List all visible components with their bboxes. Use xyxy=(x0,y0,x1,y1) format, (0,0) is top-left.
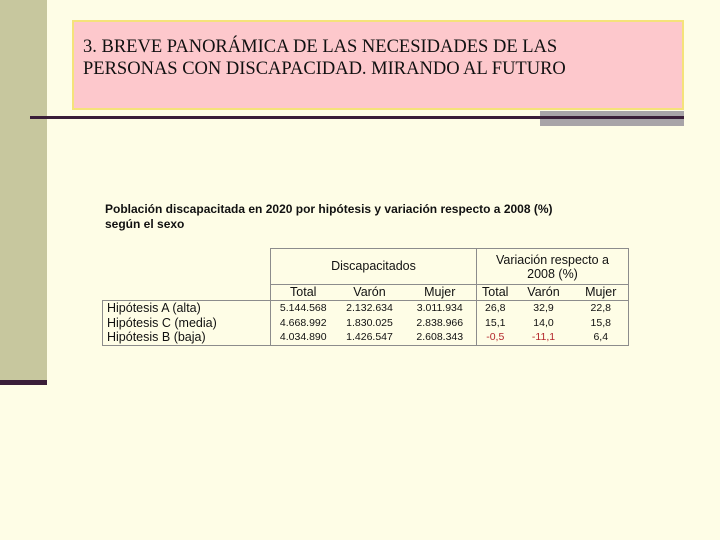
slide-title-box xyxy=(72,20,684,110)
cell-var-varon: 32,9 xyxy=(514,301,574,316)
header-variacion: Variación respecto a 2008 (%) xyxy=(477,249,629,285)
table-corner-cell xyxy=(103,249,271,285)
cell-varon: 1.830.025 xyxy=(346,316,393,329)
disability-table xyxy=(102,248,629,346)
subheader-var-varon: Varón xyxy=(514,285,574,301)
subheader-var-total: Total xyxy=(477,285,514,301)
row-label: Hipótesis A (alta) xyxy=(103,301,271,316)
cell-total: 5.144.568 xyxy=(271,301,336,316)
cell-var-varon: -11,1 xyxy=(514,331,574,346)
cell-total: 4.668.992 xyxy=(271,316,336,331)
cell-var-mujer: 6,4 xyxy=(574,331,629,346)
subheader-varon: Varón xyxy=(336,285,404,301)
slide-title: 3. BREVE PANORÁMICA DE LAS NECESIDADES DE LAS PERSONAS CON DISCAPACIDAD. MIRANDO AL FUTURO xyxy=(83,37,566,79)
subheader-mujer: Mujer xyxy=(404,285,477,301)
subheader-var-mujer: Mujer xyxy=(574,285,629,301)
cell-varon: 1.426.547 xyxy=(336,331,404,346)
cell-var-varon: 14,0 xyxy=(533,316,554,329)
cell-var-total: -0,5 xyxy=(477,331,514,346)
cell-varon: 2.132.634 xyxy=(336,301,404,316)
cell-mujer: 3.011.934 xyxy=(404,301,477,316)
cell-var-mujer: 15,8 xyxy=(574,316,629,331)
table-caption: Población discapacitada en 2020 por hipótesis y variación respecto a 2008 (%) según el sexo xyxy=(105,202,553,231)
table-corner-cell-2 xyxy=(103,285,271,301)
cell-var-mujer: 22,8 xyxy=(574,301,629,316)
table-row xyxy=(103,331,629,346)
table-row xyxy=(103,316,629,331)
subheader-total: Total xyxy=(271,285,336,301)
cell-var-total: 26,8 xyxy=(477,301,514,316)
cell-var-total: 15,1 xyxy=(485,316,506,329)
header-discapacitados: Discapacitados xyxy=(271,249,477,285)
cell-total: 4.034.890 xyxy=(271,331,336,346)
title-rule-accent-line xyxy=(540,116,684,119)
table-row xyxy=(103,301,629,316)
left-decorative-band xyxy=(0,0,47,384)
left-band-bottom-edge xyxy=(0,380,47,385)
cell-mujer: 2.838.966 xyxy=(404,316,477,331)
row-label: Hipótesis B (baja) xyxy=(103,331,271,346)
row-label: Hipótesis C (media) xyxy=(103,316,271,331)
cell-mujer: 2.608.343 xyxy=(404,331,477,346)
